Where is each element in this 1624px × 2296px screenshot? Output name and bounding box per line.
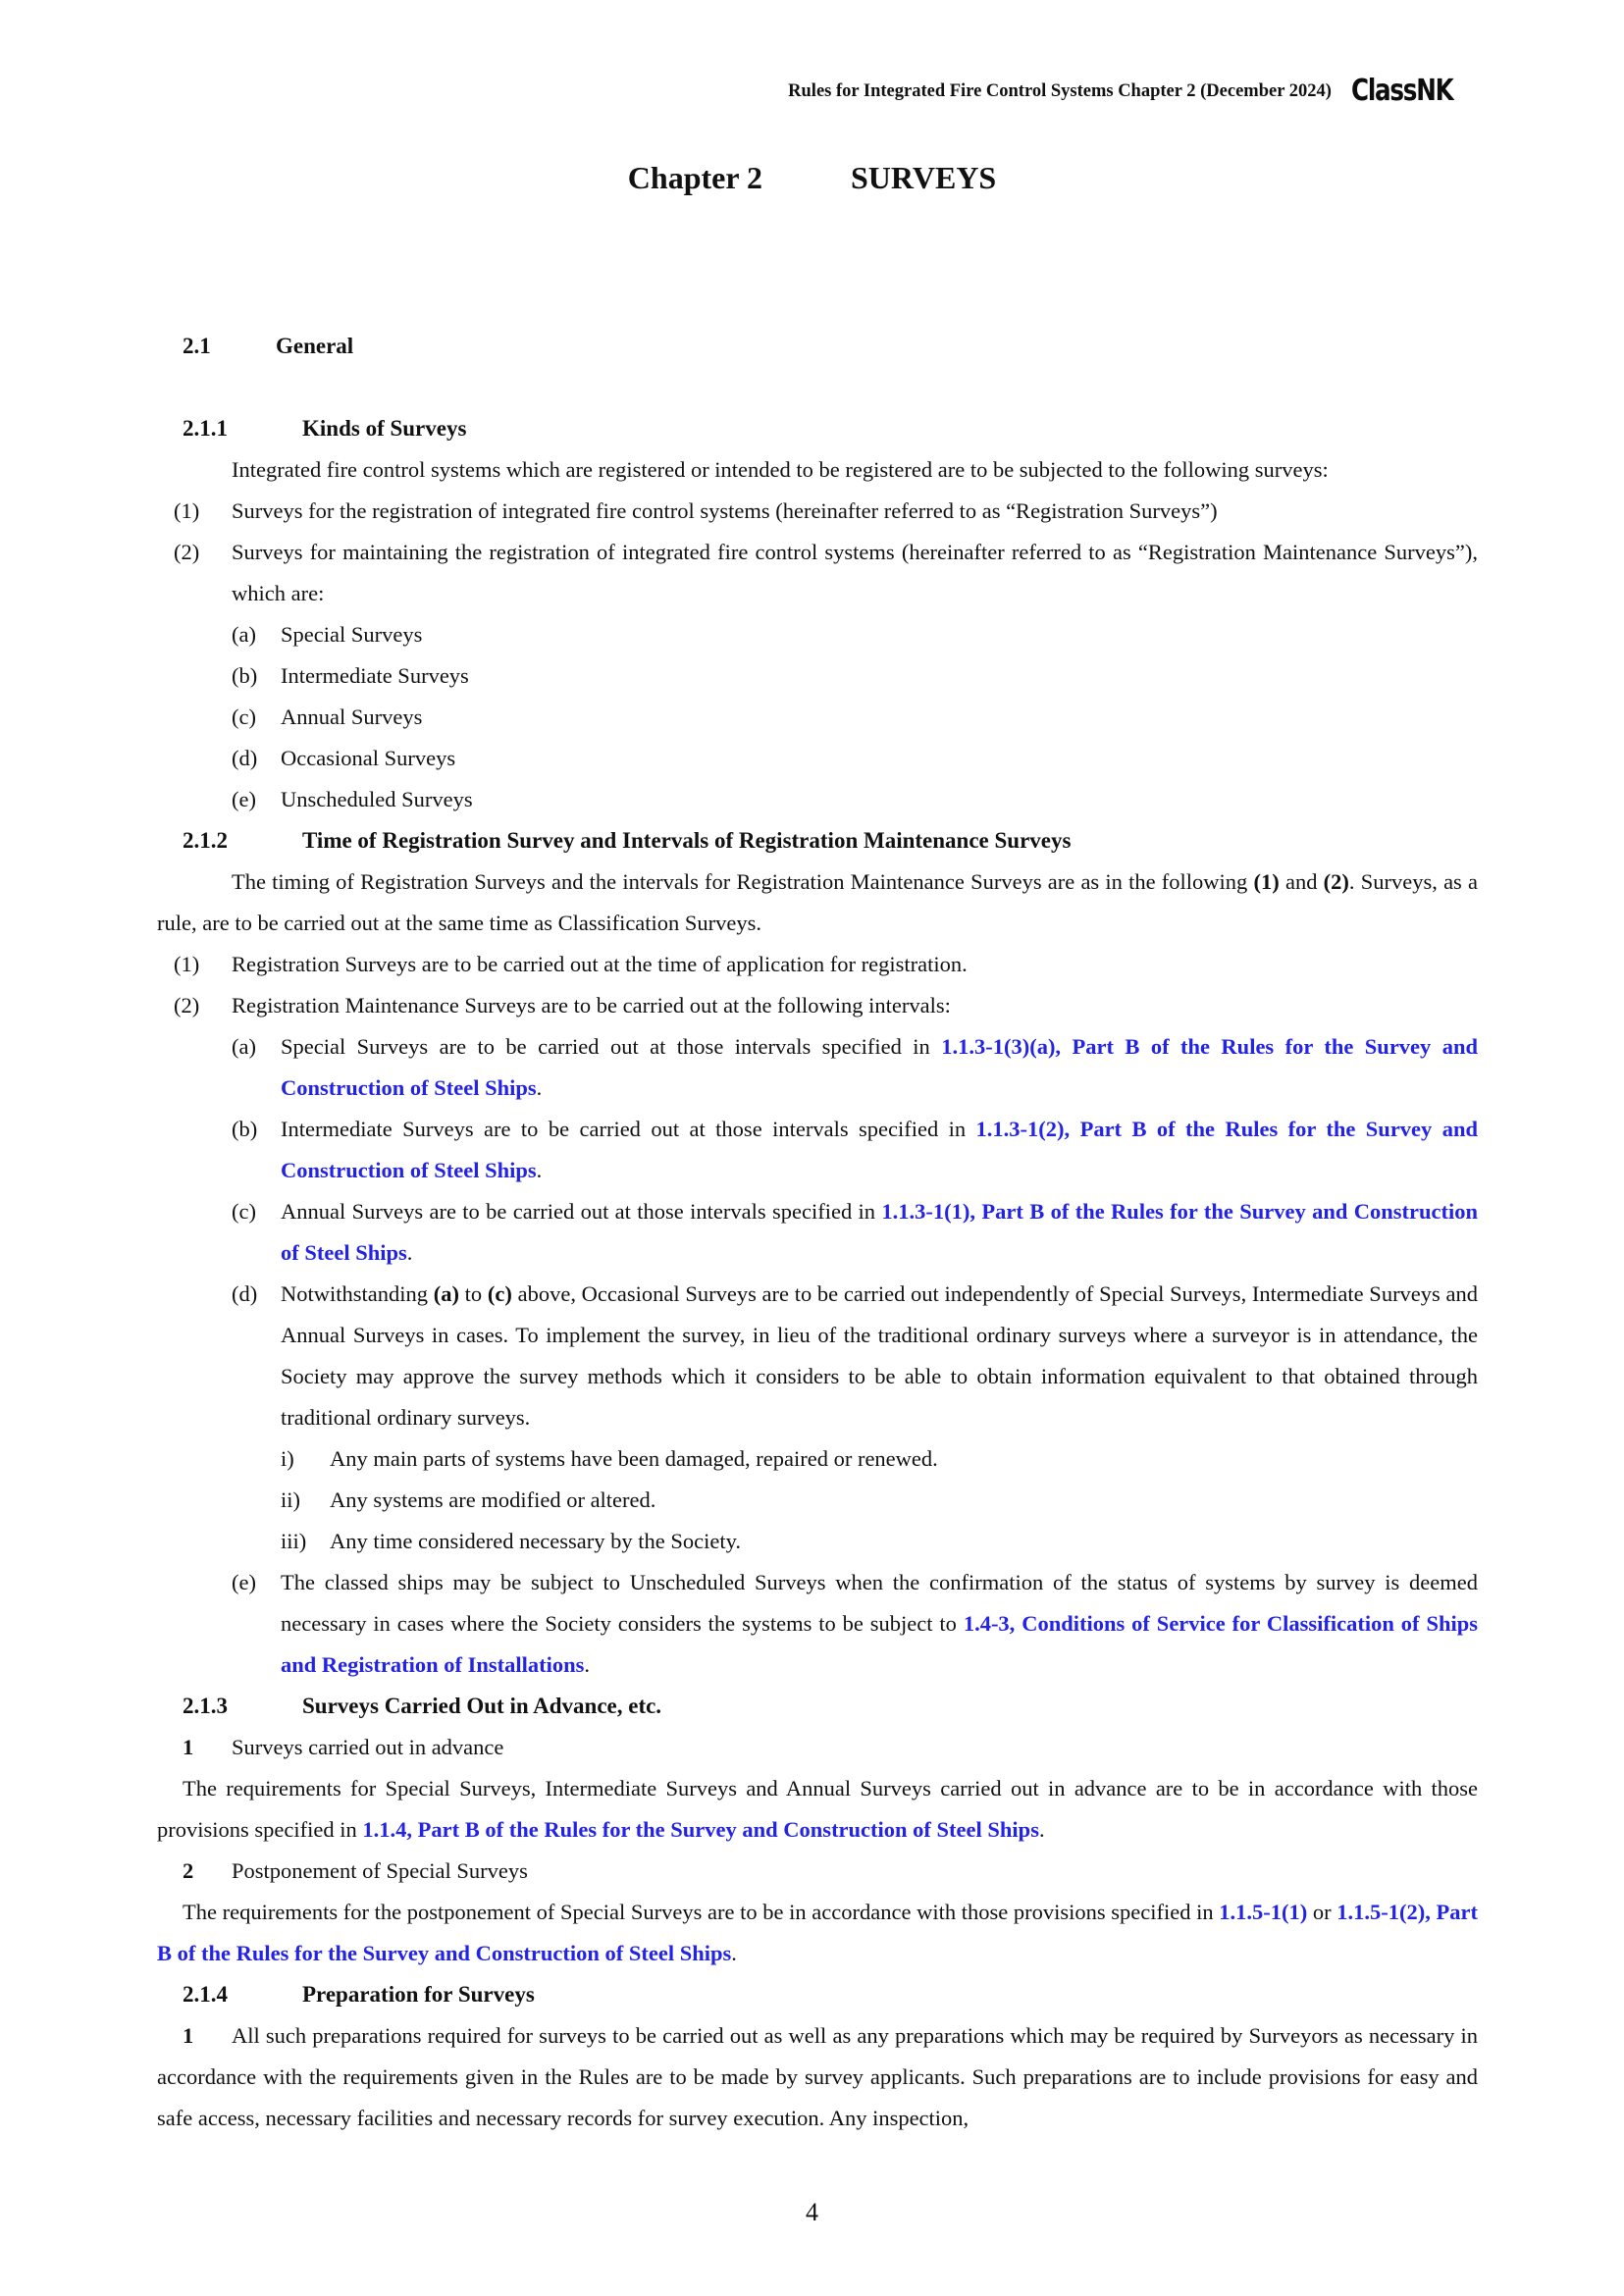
item-text-part: . xyxy=(406,1240,413,1265)
clause-heading xyxy=(183,1851,1478,1892)
item-text-part: Intermediate Surveys are to be carried out at those intervals specified in xyxy=(281,1117,976,1141)
subsection-number: 2.1.2 xyxy=(183,828,228,853)
chapter-label: Chapter 2 xyxy=(627,160,762,195)
item-number: (e) xyxy=(232,787,256,811)
document-body xyxy=(157,326,1478,2139)
item-text: Annual Surveys xyxy=(281,704,423,729)
item-number: (1) xyxy=(174,952,200,976)
item-text xyxy=(281,1026,1478,1109)
list-item xyxy=(232,1191,1478,1274)
paragraph-text: The timing of Registration Surveys and the intervals for Registration Maintenance Surveys are as in the following xyxy=(232,869,1254,894)
item-text: Occasional Surveys xyxy=(281,746,456,770)
paragraph-text: The requirements for the postponement of Special Surveys are to be in accordance with those provisions specified in xyxy=(183,1900,1220,1924)
page-number: 4 xyxy=(806,2198,818,2226)
item-text: Any main parts of systems have been damaged, repaired or renewed. xyxy=(330,1446,938,1471)
item-text: Any time considered necessary by the Society. xyxy=(330,1529,742,1553)
list-item xyxy=(174,532,1478,614)
item-number: (d) xyxy=(232,1281,258,1306)
item-text-part: Annual Surveys are to be carried out at those intervals specified in xyxy=(281,1199,882,1224)
item-text: Surveys for the registration of integrated fire control systems (hereinafter referred to as “Registration Surveys”) xyxy=(232,498,1218,523)
item-ref: (a) xyxy=(433,1281,459,1306)
classnk-logo: ClassNK xyxy=(1350,74,1453,108)
item-number: (c) xyxy=(232,704,256,729)
paragraph: Integrated fire control systems which are registered or intended to be registered are to be subjected to the following surveys: xyxy=(232,457,1329,482)
item-number: i) xyxy=(281,1446,294,1471)
paragraph xyxy=(157,1768,1478,1851)
item-text: Special Surveys xyxy=(281,622,423,647)
list-item xyxy=(232,655,1478,697)
item-number: (b) xyxy=(232,1117,258,1141)
clause-number: 1 xyxy=(183,2023,194,2048)
subsection-title: Kinds of Surveys xyxy=(302,416,467,441)
item-text: Any systems are modified or altered. xyxy=(330,1487,656,1512)
clause-number: 2 xyxy=(183,1858,194,1883)
paragraph xyxy=(157,861,1478,944)
subsection-number: 2.1.3 xyxy=(183,1694,228,1718)
item-text xyxy=(281,1191,1478,1274)
clause-title: Surveys carried out in advance xyxy=(232,1735,504,1759)
rule-reference-link[interactable]: 1.1.3-1(1), Part B of the Rules for the Survey and Construction of Steel Ships xyxy=(281,1199,1478,1265)
paragraph-text: and xyxy=(1279,869,1324,894)
clause-heading xyxy=(183,1727,1478,1768)
paragraph-text: The requirements for Special Surveys, Intermediate Surveys and Annual Surveys carried out in advance are to be in accordance with those provisions specified in xyxy=(157,1776,1478,1842)
subsection-heading-2-1-2 xyxy=(183,820,1478,861)
paragraph-text: or xyxy=(1307,1900,1337,1924)
running-header xyxy=(788,74,1475,108)
item-text-part: . xyxy=(584,1652,591,1677)
paragraph-text: . xyxy=(1038,1817,1045,1842)
item-number: (c) xyxy=(232,1199,256,1224)
list-item xyxy=(232,779,1478,820)
chapter-title xyxy=(0,160,1624,196)
list-item xyxy=(232,1562,1478,1686)
item-ref: (c) xyxy=(487,1281,512,1306)
item-number: (2) xyxy=(174,540,200,564)
item-text-part: above, Occasional Surveys are to be carried out independently of Special Surveys, Intermediate Surveys and Annual Surveys in cases. To implement the survey, in lieu of the traditional ordinary surveys where a surveyor is in attendance, the Society may approve the survey methods which it considers to be able to obtain information equivalent to that obtained through traditional ordinary surveys. xyxy=(281,1281,1478,1430)
paragraph xyxy=(157,2015,1478,2139)
item-text xyxy=(281,1562,1478,1686)
subsection-heading-2-1-1 xyxy=(183,408,1478,449)
item-number: (b) xyxy=(232,663,258,688)
list-item xyxy=(232,614,1478,655)
paragraph-text: . xyxy=(731,1941,737,1965)
item-text-part: The classed ships may be subject to Unscheduled Surveys when the confirmation of the status of systems by survey is deemed necessary in cases where the Society considers the systems to be subject to xyxy=(281,1570,1478,1636)
item-text: Intermediate Surveys xyxy=(281,663,469,688)
rule-reference-link[interactable]: 1.4-3, Conditions of Service for Classification of Ships and Registration of Installations xyxy=(281,1611,1478,1677)
list-item xyxy=(232,1274,1478,1438)
item-text-part: . xyxy=(536,1158,543,1182)
item-text-part: to xyxy=(458,1281,488,1306)
list-item xyxy=(281,1438,1478,1480)
paragraph-ref: (1) xyxy=(1253,869,1280,894)
list-item xyxy=(232,697,1478,738)
section-heading-2-1 xyxy=(183,326,1478,367)
subsection-title: Preparation for Surveys xyxy=(302,1982,535,2007)
subsection-number: 2.1.1 xyxy=(183,416,228,441)
list-item xyxy=(174,491,1478,532)
subsection-number: 2.1.4 xyxy=(183,1982,228,2007)
list-item xyxy=(232,1026,1478,1109)
item-number: (d) xyxy=(232,746,258,770)
item-text xyxy=(281,1274,1478,1438)
item-text xyxy=(281,1109,1478,1191)
list-item xyxy=(174,985,1478,1026)
clause-title: Postponement of Special Surveys xyxy=(232,1858,528,1883)
section-title: General xyxy=(276,334,354,358)
item-text: Registration Surveys are to be carried out at the time of application for registration. xyxy=(232,952,968,976)
rule-reference-link[interactable]: 1.1.5-1(1) xyxy=(1219,1900,1308,1924)
item-number: (2) xyxy=(174,993,200,1018)
item-text: Registration Maintenance Surveys are to be carried out at the following intervals: xyxy=(232,993,951,1018)
list-item xyxy=(174,944,1478,985)
list-item xyxy=(232,1109,1478,1191)
list-item xyxy=(281,1480,1478,1521)
list-item xyxy=(281,1521,1478,1562)
item-text: Surveys for maintaining the registration of integrated fire control systems (hereinafter referred to as “Registration Maintenance Surveys”), which are: xyxy=(232,540,1478,605)
item-text-part: Special Surveys are to be carried out at those intervals specified in xyxy=(281,1034,942,1059)
rule-reference-link[interactable]: 1.1.5-1(2), Part B of the Rules for the Survey and Construction of Steel Ships xyxy=(157,1900,1478,1965)
chapter-name: SURVEYS xyxy=(850,160,997,195)
section-number: 2.1 xyxy=(183,334,211,358)
subsection-heading-2-1-4 xyxy=(183,1974,1478,2015)
paragraph xyxy=(157,1892,1478,1974)
list-item xyxy=(232,738,1478,779)
clause-number: 1 xyxy=(183,1735,194,1759)
item-number: (a) xyxy=(232,1034,256,1059)
paragraph-ref: (2) xyxy=(1323,869,1349,894)
paragraph-text: . Surveys, as a rule, are to be carried out at the same time as Classification Surveys. xyxy=(157,869,1478,935)
running-title: Rules for Integrated Fire Control Systems Chapter 2 (December 2024) xyxy=(788,80,1332,101)
item-text-part: Notwithstanding xyxy=(281,1281,434,1306)
rule-reference-link[interactable]: 1.1.3-1(3)(a), Part B of the Rules for the Survey and Construction of Steel Ships xyxy=(281,1034,1478,1100)
item-number: (1) xyxy=(174,498,200,523)
rule-reference-link[interactable]: 1.1.4, Part B of the Rules for the Survey and Construction of Steel Ships xyxy=(362,1817,1039,1842)
subsection-title: Time of Registration Survey and Intervals of Registration Maintenance Surveys xyxy=(302,828,1072,853)
paragraph-text: All such preparations required for surveys to be carried out as well as any preparations which may be required by Surveyors as necessary in accordance with the requirements given in the Rules are to be made by survey applicants. Such preparations are to include provisions for easy and safe access, necessary facilities and necessary records for survey execution. Any inspection, xyxy=(157,2023,1478,2130)
item-text-part: . xyxy=(536,1075,543,1100)
item-text: Unscheduled Surveys xyxy=(281,787,473,811)
item-number: ii) xyxy=(281,1487,300,1512)
subsection-heading-2-1-3 xyxy=(183,1686,1478,1727)
subsection-title: Surveys Carried Out in Advance, etc. xyxy=(302,1694,662,1718)
item-number: (e) xyxy=(232,1570,256,1594)
rule-reference-link[interactable]: 1.1.3-1(2), Part B of the Rules for the Survey and Construction of Steel Ships xyxy=(281,1117,1478,1182)
item-number: (a) xyxy=(232,622,256,647)
item-number: iii) xyxy=(281,1529,307,1553)
